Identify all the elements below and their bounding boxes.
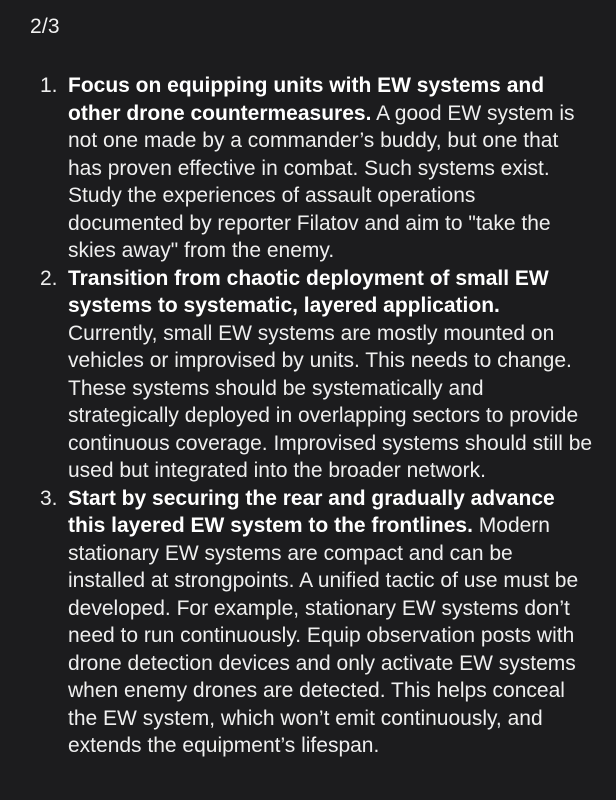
item-heading: Start by securing the rear and gradually advance this layered EW system to the frontlines. — [68, 486, 555, 537]
item-body: Currently, small EW systems are mostly mounted on vehicles or improvised by units. This needs to change. These systems should be systematically and strategically deployed in overlapping sectors to provide continuous coverage. Improvised systems should still be used but integrated into the broader network. — [68, 321, 593, 482]
page-counter: 2/3 — [30, 15, 60, 38]
item-heading: Focus on equipping units with EW systems and other drone countermeasures. — [68, 74, 545, 125]
recommendations-list — [0, 72, 616, 760]
list-item — [0, 265, 616, 485]
item-number: 1. — [40, 74, 58, 97]
list-item — [0, 485, 616, 760]
item-heading: Transition from chaotic deployment of small EW systems to systematic, layered application. — [68, 266, 549, 317]
item-number: 3. — [40, 486, 58, 510]
list-item — [0, 72, 616, 265]
item-body: A good EW system is not one made by a commander’s buddy, but one that has proven effective in combat. Such systems exist. Study the experiences of assault operations documented by reporter Filatov and aim to "take the skies away" from the enemy. — [68, 101, 575, 262]
item-body: Modern stationary EW systems are compact and can be installed at strongpoints. A unified tactic of use must be developed. For example, stationary EW systems don’t need to run continuously. Equip observation posts with drone detection devices and only activate EW systems when enemy drones are detected. This helps conceal the EW system, which won’t emit continuously, and extends the equipment’s lifespan. — [68, 514, 579, 757]
item-number: 2. — [40, 266, 58, 290]
